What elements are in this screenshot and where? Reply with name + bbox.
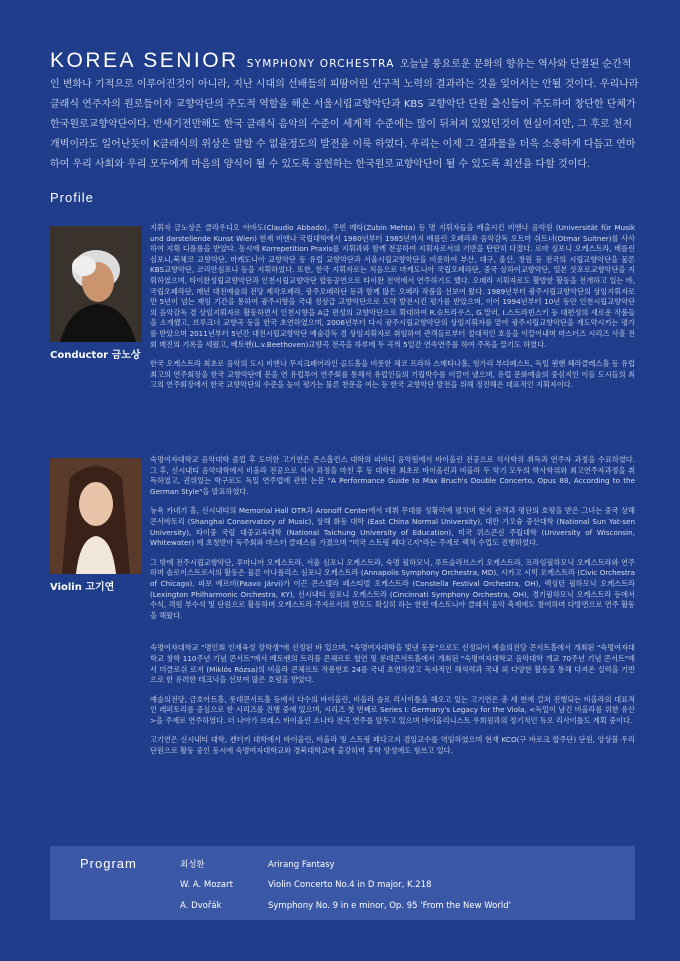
profile-heading: Profile [50, 190, 94, 205]
bio-paragraph: 고기연은 신시내티 대학, 켄터키 대학에서 바이올린, 비올라 및 스트링 페다고지 겸임교수를 역임하였으며 현재 KCO(구 바로크 합주단) 단원, 앙상블 우리 단원으로 활동 중인 동시에 숙명여자대학교와 경북대학교에 출강하며 후학 양성에도 힘쓰고 있다. [150, 735, 635, 756]
violinist-bio [150, 455, 635, 766]
program-piece: Violin Concerto No.4 in D major, K.218 [268, 880, 432, 890]
bio-paragraph: 숙명여자대학교 "명인회 인재육성 장학생"에 선정된 바 있으며, "숙명여자대학을 빛낸 동문"으로도 선정되어 예술의전당 콘서트홀에서 개최된 "숙명여자대학교 창학 110주년 기념 콘서트"에서 베토벤의 트리플 콘체르토 협연 및 롯데콘서트홀에서 개최된 "숙명여자대학교 음악대학 개교 70주년 기념 콘서트"에서 미클로쉬 로저 (Miklós Rózsa)의 비올라 콘체르토 작품번호 24를 국내 초연하였고 독자적인 해석력과 국내 외 다양한 활동을 통해 다져온 실력을 기반으로 한 유려한 테크닉을 선보여 많은 호평을 받았다. [150, 643, 635, 685]
program-piece: Arirang Fantasy [268, 860, 335, 870]
orchestra-title: KOREA SENIOR [50, 49, 239, 72]
program-item [180, 880, 620, 890]
orchestra-subtitle: SYMPHONY ORCHESTRA [246, 58, 395, 70]
program-item [180, 858, 620, 870]
bio-paragraph: 숙명여자대학교 음악대학 졸업 후 도미한 고기연은 존스홉킨스 대학의 피바디 음악원에서 바이올린 전공으로 석사학위 취득과 연주자 과정을 수료하였다. 그 후, 신시내티 음악대학에서 비올라 전공으로 석사 과정을 마친 후 동 대학원 최초로 바이올린과 비올라 두 악기 모두의 박사학위와 최고연주자과정을 취득하였고, 권위있는 학구로도 독일 연주법에 관한 논문 "A Performance Guide to Max Bruch's Double Concerto, Opus 88, According to the German Style"을 발표하였다. [150, 455, 635, 496]
program-composer: A. Dvořák [180, 901, 222, 911]
program-composer: 최성환 [180, 860, 205, 870]
violinist-name: Violin 고기연 [50, 582, 115, 593]
program-piece: Symphony No. 9 in e minor, Op. 95 'From the New World' [268, 901, 511, 911]
conductor-name: Conductor 금노상 [50, 350, 141, 361]
program-item [180, 901, 620, 911]
bio-paragraph: 지휘자 금노상은 클라우디오 아바도(Claudio Abbado), 주빈 메타(Zubin Mehta) 등 명 지휘자들을 배출시킨 비엔나 음악원 (Universität für Musik und darstellende Kunst Wien) 현재 비엔나 국립대학에서 1980년부터 1985년까지 베를린 오페라좌 음악감독 오트마 쉬트너(Otmar Suitner)를 사사하여 지휘 디플롬을 받았다. 동시에 Korrepetition Praxis를 지휘과와 함께 전공하여 지휘자로서의 기반을 탄탄히 다졌다. 로마 심포니 오케스트라, 베를린 심포니,북체코 교향악단, 마케도니아 교향악단 등 유럽 교향악단과 서울시립교향악단을 비롯하여 부산, 대구, 울산, 창원 등 전국의 시립교향악단을 물론 KBS교향악단, 코리안심포니 등을 지휘하였다. 또한, 한국 지휘자로는 처음으로 마케도니아 국립오페라단, 중국 상하이교향악단, 일본 삿포로교향악단을 지휘하였으며, 타이완성립교향악단과 인천시립교향악단 합동공연으로 타이완 전역에서 연주하기도 했다. 오페라 지휘자로도 활발한 활동을 전개하고 있는 바, 국립오페라단, 매년 대전예술의 전당 제작오페라, 광주오페라단 등과 함께 많은 오페라 작품을 선보여 왔다. 1989년부터 광주시립교향악단의 상임지휘자로 만 5년이 넘는 재임 기간을 통하여 광주시향을 국내 정상급 교향악단으로 도약 발전시킨 평가를 받았으며, 이어 1994년부터 10년 동안 인천시립교향악단의 음악감독 겸 상임지휘자로 활동하면서 인천시향을 A급 편성의 교향악단으로 확대하여 R.슈트라우스, G.말러, I.스트라빈스키 등 대편성의 새로운 작품들을 소개했고, 브루크너 교향곡 등을 한국 초연하였으며, 2006년부터 다시 광주시립교향악단의 상임지휘자를 맡아 광주시립교향악단을 재도약시키는 평가를 받았으며 2011년부터 5년간 대전시립교향악단 예술감독 겸 상임지휘자로 취임하여 관객들로부터 절대적인 호응을 이끌어내며 마스터즈 시리즈 사흘 전회 매진의 기록을 세웠고, 베토벤(L.v.Beethoven)교향곡 전곡을 하루에 두 곡씩 5일간 연속연주를 하여 주목을 끌기도 하였다. [150, 223, 635, 349]
program-box [50, 846, 635, 920]
violinist-photo [50, 458, 142, 574]
program-label: Program [80, 856, 137, 871]
bio-paragraph: 한국 오케스트라 최초로 음악의 도시 비엔나 무지크페어라인 골드홀을 비롯한 체코 프라하 스메타나홀, 헝가리 부다페스트, 독일 뮌헨 헤라클레스홀 등 유럽최고의 연주회장을 한국 교향악단에 문을 연 유럽투어 연주회를 통해서 유럽인들의 기립박수를 이끌어 냈으며, 유럽 문화예술의 중심지인 이들 도시들의 최고의 연주회장에서 한국 교향악단의 수준을 높이 평가는 물론 찬문을 여는 등 한국 교향악단 발전을 위해 정진해온 대표적인 지휘자이다. [150, 359, 635, 390]
bio-paragraph: 그 밖에 전주시립교향악단, 루마니아 오케스트라, 서울 심포니 오케스트라, 숙명 필하모닉, 루트슬라브스키 오케스트라, 프라임필하모닉 오케스트라와 연주하며 솔로이스트로서의 활동은 물론 아나폴리스 심포니 오케스트라 (Annapolis Symphony Orchestra, MD), 시카고 시빅 오케스트라 (Civic Orchestra of Chicago), 파보 예르비(Paavo Järvi)가 이끈 콘스텔라 페스티벌 오케스트라 (Constella Festival Orchestra, OH), 렉싱턴 필하모닉 오케스트라 (Lexington Philharmonic Orchestra, KY), 신시내티 심포니 오케스트라 (Cincinnati Symphony Orchestra, OH), 경기필하모닉 오케스트라 등에서 수석, 객원 부수석 및 단원으로 활동하며 오케스트라 주자로서의 면모도 확실히 하는 한편 에스토니아 클래식 음악 축제에도 참여하며 다방면으로 연주 활동을 해왔다. [150, 557, 635, 620]
program-composer: W. A. Mozart [180, 880, 233, 890]
intro-text: 오늘날 풍요로운 문화의 향유는 역사와 단절된 순간적인 변화나 기적으로 이루어진것이 아니라, 지난 시대의 선배들의 피땀어린 선구적 노력의 결과라는 것을 잊어서는 안될 것이다. 우리나라 클래식 연주자의 원로들이자 교향악단의 주도적 역할을 해온 서울시립교향악단과 KBS 교향악단 단원 출신들이 주도하여 창단한 단체가 한국원로교향악단이다. 반세기전만해도 한국 클래식 음악의 수준이 세계적 수준에는 많이 뒤쳐져 있었던것이 현실이지만, 그 후로 천지개벽이라도 일어난듯이 K클래식의 위상은 말할 수 없을정도의 발전을 이룩 하였다. 우리는 이제 그 결과물을 더욱 소중하게 다듬고 연마하여 우리 사회와 우리 모두에게 마음의 양식이 될 수 있도록 공헌하는 한국원로교향악단이 될 수 있도록 최선을 다할 것이다. [50, 59, 639, 170]
conductor-photo [50, 226, 142, 342]
conductor-bio [150, 223, 635, 400]
bio-paragraph: 뉴욕 카네기 홀, 신시내티의 Memorial Hall OTR과 Aronoff Center에서 데뷔 무대를 성황리에 펼치며 현지 관객과 평단의 호평을 받은 그녀는 중국 상해 콘서바토리 (Shanghai Conservatory of Music), 상해 화동 대학 (East China Normal University), 대만 가오슝 중산대학 (National Sun Yat-sen University), 타이중 국립 대중교육대학 (National Taichung University of Education), 미국 위스콘신 주립대학 (University of Wisconsin, Whitewater) 에 초청받아 독주회와 마스터 클래스를 가졌으며 "미국 스트링 페다고지"라는 주제로 렉처 수업도 진행하였다. [150, 506, 635, 548]
bio-paragraph: 예술의전당, 금호아트홀, 롯데콘서트홀 등에서 다수의 바이올린, 비올라 솔로 리사이틀을 해오고 있는 고기연은 총 세 번에 걸쳐 진행되는 비올라의 대표적인 레퍼토리를 중심으로 한 시리즈를 진행 중에 있으며, 시리즈 첫 번째로 Series I: Germany's Legacy for the Viola, <독일이 남긴 비올라를 위한 유산>을 주제로 연주하였다. 더 나아가 브레스 바이올린 소나타 전곡 연주를 앞두고 있으며 바이올리니스트 우희원과의 정기적인 듀오 리사이틀도 계획 중이다. [150, 694, 635, 725]
intro-section [50, 49, 640, 173]
